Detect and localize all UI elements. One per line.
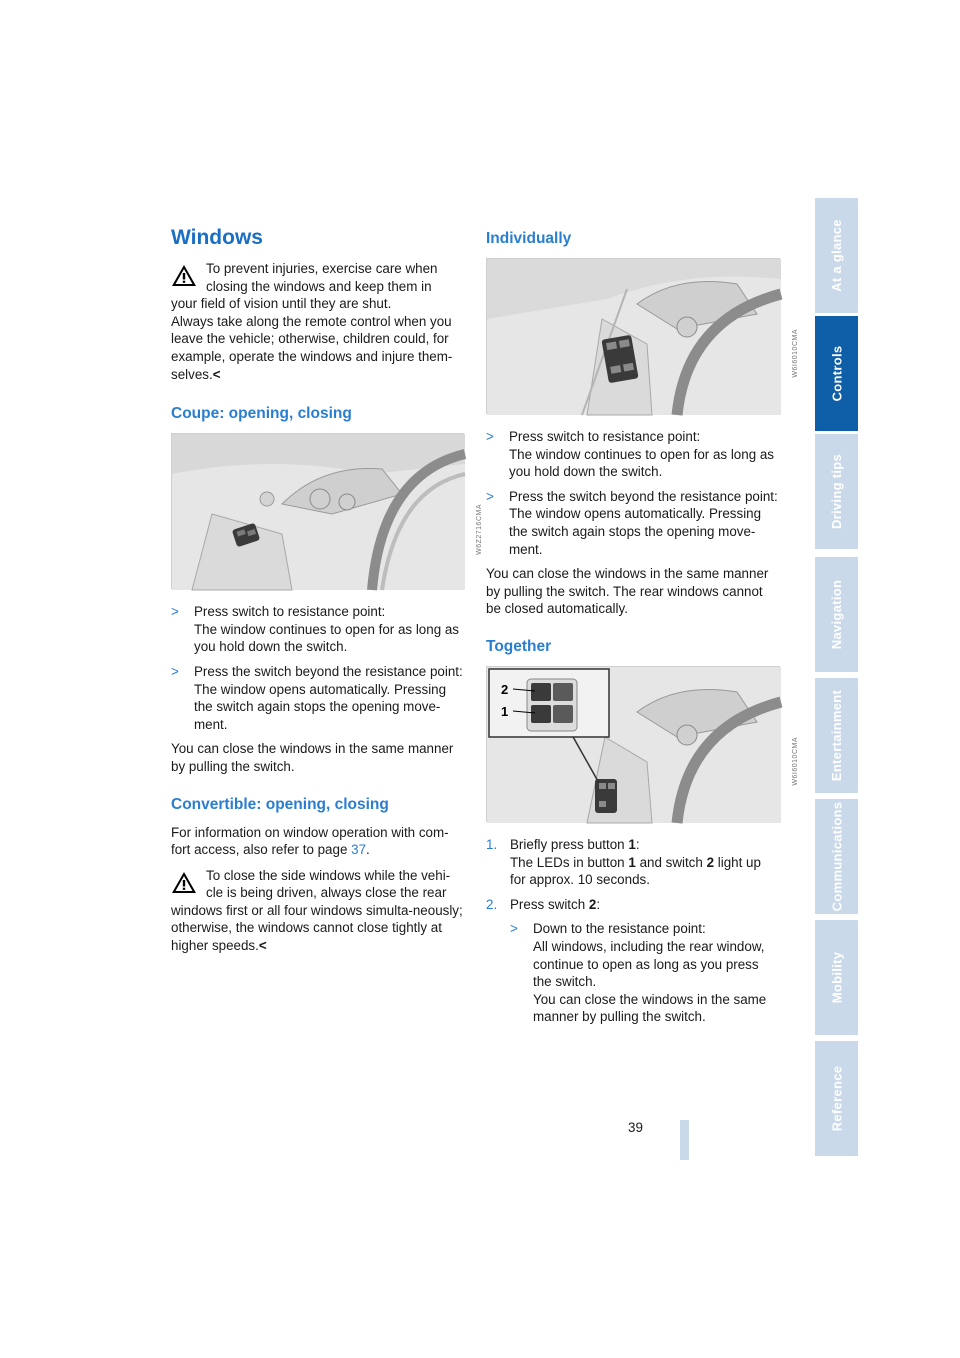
section-heading-together: Together <box>486 637 552 655</box>
bullet-title: Press the switch beyond the resistance point: <box>194 663 463 679</box>
step-sub-list <box>510 920 780 1026</box>
list-item <box>486 836 780 889</box>
convertible-info: For information on window operation with com-fort access, also refer to page 37. <box>171 824 449 858</box>
bullet-body: All windows, including the rear window, continue to open as long as you press the switch. <box>533 938 765 990</box>
tab-controls[interactable] <box>815 316 858 434</box>
tab-label: Navigation <box>829 579 844 650</box>
callout-2: 2 <box>501 681 509 697</box>
list-item <box>171 603 464 656</box>
tab-label: Driving tips <box>829 453 845 530</box>
bullet-title: Press switch to resistance point: <box>509 429 701 444</box>
tab-label: Reference <box>829 1065 845 1132</box>
tab-reference[interactable] <box>815 1041 858 1159</box>
section-heading-coupe: Coupe: opening, closing <box>171 405 352 423</box>
warning-line: To close the side windows while the vehi- <box>206 867 451 883</box>
list-item <box>171 663 464 733</box>
tab-entertainment[interactable] <box>815 678 858 796</box>
bullet-title: Press the switch beyond the resistance point: <box>509 488 778 504</box>
bullet-title: Press switch to resistance point: <box>194 604 386 620</box>
list-item <box>510 920 780 1026</box>
coupe-instructions <box>171 603 464 733</box>
chapter-tabs <box>815 198 858 1160</box>
tab-label: Controls <box>829 345 844 402</box>
together-steps <box>486 836 780 1026</box>
step-body: The LEDs in button 1 and switch 2 light up for approx. 10 seconds. <box>510 854 761 888</box>
list-item <box>486 896 780 1026</box>
tab-label: Communications <box>829 801 844 912</box>
tab-at-a-glance[interactable] <box>815 198 858 316</box>
figure-code: W6Z2716CMA <box>476 504 483 556</box>
warning-text: windows first or all four windows simulta-neously; otherwise, the windows cannot close tightly at higher speeds.< <box>171 902 463 954</box>
warning-block <box>171 867 464 955</box>
step-number: 1. <box>486 836 498 852</box>
bullet-mark: > <box>171 604 179 620</box>
step-number: 2. <box>486 896 498 912</box>
list-item <box>486 488 780 558</box>
step-title: Briefly press button 1: <box>510 836 640 852</box>
page-reference-link[interactable]: 37 <box>351 842 367 858</box>
section-heading-convertible: Convertible: opening, closing <box>171 795 389 813</box>
warning-line: To prevent injuries, exercise care when <box>206 261 438 276</box>
tab-label: Entertainment <box>829 689 844 782</box>
warning-block <box>171 260 464 383</box>
switch-detail-illustration <box>487 667 781 823</box>
tab-label: At a glance <box>829 219 844 292</box>
bullet-body: The window opens automatically. Pressing the switch again stops the opening move-ment. <box>509 506 762 557</box>
bullet-mark: > <box>510 921 518 937</box>
tab-driving-tips[interactable] <box>815 434 858 552</box>
bullet-body: The window continues to open for as long as you hold down the switch. <box>509 446 775 480</box>
bullet-mark: > <box>486 429 494 444</box>
tab-communications[interactable] <box>815 799 858 917</box>
tab-mobility[interactable] <box>815 920 858 1038</box>
bullet-title: Down to the resistance point: <box>533 921 706 937</box>
individual-instructions <box>486 428 780 558</box>
section-heading-individually: Individually <box>486 230 572 247</box>
left-column <box>171 226 483 955</box>
dashboard-illustration <box>172 434 465 590</box>
step-title: Press switch 2: <box>510 896 601 912</box>
figure-code: W6I6010CMA <box>792 736 799 786</box>
figure-code: W6I6010CMA <box>792 329 799 378</box>
bullet-mark: > <box>171 663 179 679</box>
list-item <box>486 428 780 481</box>
door-panel-illustration <box>487 259 781 415</box>
warning-line: closing the windows and keep them in <box>206 278 432 294</box>
page-title: Windows <box>171 226 263 249</box>
bullet-body: The window opens automatically. Pressing the switch again stops the opening move-ment. <box>194 681 447 732</box>
bullet-body: You can close the windows in the same manner by pulling the switch. <box>533 991 767 1025</box>
coupe-closing-text: You can close the windows in the same manner by pulling the switch. <box>171 741 454 774</box>
together-switch-figure <box>486 666 799 822</box>
tab-label: Mobility <box>829 951 845 1004</box>
warning-text: your field of vision until they are shut. <box>171 296 392 312</box>
warning-text: Always take along the remote control when you leave the vehicle; otherwise, children could, for example, operate the windows and injure them-selves.< <box>171 313 453 382</box>
bullet-body: The window continues to open for as long as you hold down the switch. <box>194 621 460 655</box>
callout-1: 1 <box>501 703 509 719</box>
individual-closing-text: You can close the windows in the same manner by pulling the switch. The rear windows cannot be closed automatically. <box>486 566 769 617</box>
page-number: 39 <box>628 1120 643 1135</box>
warning-triangle-icon <box>171 871 197 894</box>
warning-line: cle is being driven, always close the rear <box>206 885 447 901</box>
coupe-switch-figure <box>171 433 483 589</box>
right-column <box>486 226 799 1033</box>
warning-triangle-icon <box>171 264 197 287</box>
page-number-bar <box>680 1120 689 1160</box>
bullet-mark: > <box>486 488 494 504</box>
tab-navigation[interactable] <box>815 557 858 675</box>
individual-switch-figure <box>486 258 799 414</box>
